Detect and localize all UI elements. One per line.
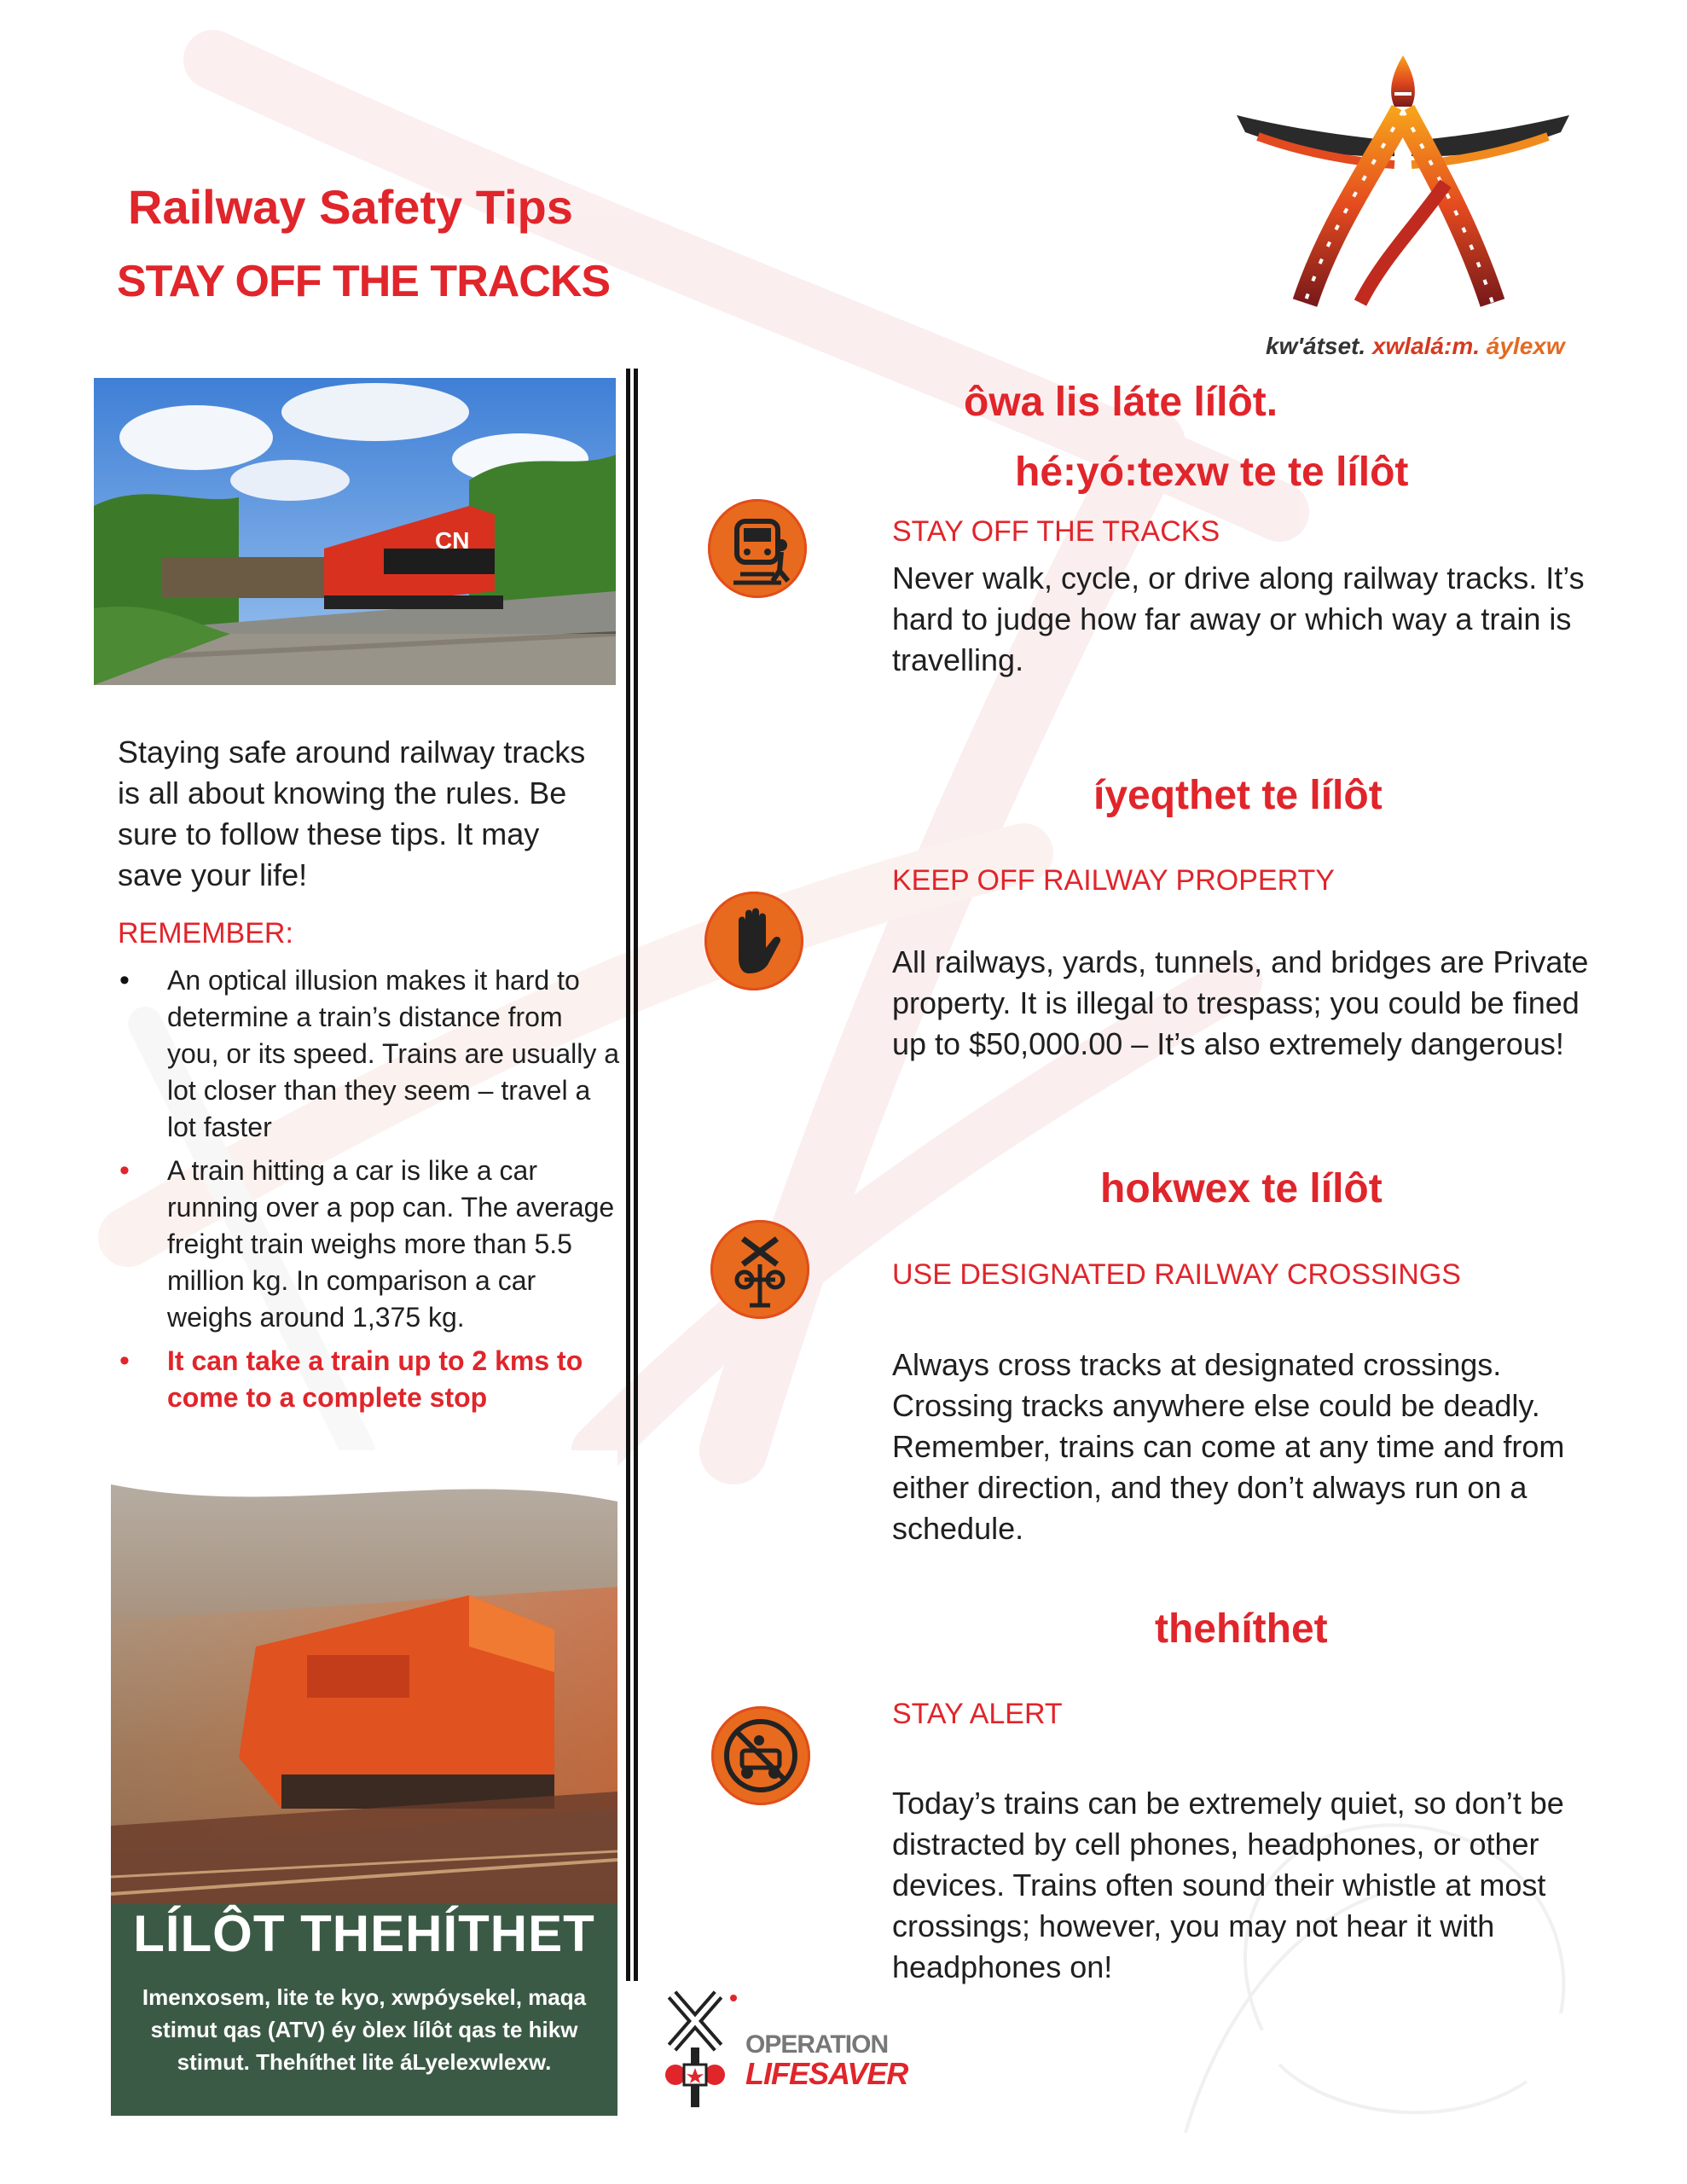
section-3-heading: hokwex te lílôt bbox=[1100, 1166, 1383, 1211]
railway-crossing-icon bbox=[710, 1220, 809, 1319]
page-subtitle: STAY OFF THE TRACKS bbox=[117, 257, 611, 306]
logo-caption-part-2: xwlalá:m. bbox=[1371, 333, 1480, 359]
bullet-icon: • bbox=[119, 1345, 130, 1377]
logo-caption-part-1: kw'átset. bbox=[1266, 333, 1366, 359]
intro-paragraph: Staying safe around railway tracks is all about knowing the rules. Be sure to follow these tips. It may save your life! bbox=[118, 735, 586, 892]
logo-line-operation: OPERATION bbox=[745, 2030, 889, 2059]
bullet-text: An optical illusion makes it hard to determine a train’s distance from you, or its speed. Trains are usually a lot closer than they seem – travel a lot faster bbox=[167, 965, 620, 1142]
section-4-heading: thehíthet bbox=[1155, 1606, 1328, 1652]
person-on-tracks-icon bbox=[708, 499, 807, 598]
section-2-subheading: KEEP OFF RAILWAY PROPERTY bbox=[892, 864, 1335, 897]
section-2-heading: íyeqthet te lílôt bbox=[1093, 773, 1383, 818]
bullet-icon: • bbox=[119, 964, 130, 996]
bullet-text: A train hitting a car is like a car running over a pop can. The average freight train weighs more than 5.5 million kg. In comparison a car weighs around 1,375 kg. bbox=[167, 1155, 615, 1333]
section-3-body: Always cross tracks at designated crossings. Crossing tracks anywhere else could be deadly. Remember, trains can come at any time and from either direction, and they don’t always run on a schedule. bbox=[892, 1347, 1565, 1546]
section-4-body: Today’s trains can be extremely quiet, so don’t be distracted by cell phones, headphones, or other devices. Trains often sound their whistle at most crossings; however, you may not hear it with headphones on! bbox=[892, 1786, 1564, 1984]
crossbuck-icon bbox=[657, 1979, 751, 2116]
right-heading-top: ôwa lis láte lílôt. bbox=[964, 380, 1278, 425]
logo-caption-part-3: áylexw bbox=[1486, 333, 1565, 359]
bullet-text: It can take a train up to 2 kms to come to a complete stop bbox=[167, 1345, 583, 1413]
stop-hand-icon bbox=[704, 892, 803, 990]
section-1-heading: hé:yó:texw te te lílôt bbox=[1015, 450, 1409, 495]
safety-bullet-list bbox=[118, 962, 621, 1423]
section-3-subheading: USE DESIGNATED RAILWAY CROSSINGS bbox=[892, 1258, 1461, 1291]
list-item bbox=[118, 1343, 621, 1416]
svg-text:CN: CN bbox=[435, 527, 470, 554]
section-1-subheading: STAY OFF THE TRACKS bbox=[892, 515, 1220, 548]
logo-line-lifesaver: LIFESAVER bbox=[745, 2056, 908, 2091]
promo-banner bbox=[111, 1904, 617, 2116]
train-photo bbox=[94, 378, 616, 685]
promo-text: Imenxosem, lite te kyo, xwpóysekel, maqa stimut qas (ATV) éy òlex lílôt qas te hikw stimut. Thehíthet lite áLyelexwlexw. bbox=[142, 1984, 587, 2075]
thunderbird-rail-logo-icon bbox=[1220, 47, 1595, 337]
remember-label: REMEMBER: bbox=[118, 917, 293, 950]
operation-lifesaver-logo bbox=[657, 1979, 908, 2116]
list-item bbox=[118, 962, 621, 1146]
bullet-icon: • bbox=[119, 1154, 130, 1187]
no-atv-icon bbox=[711, 1706, 810, 1805]
section-4-subheading: STAY ALERT bbox=[892, 1698, 1063, 1730]
list-item bbox=[118, 1153, 621, 1336]
page-title: Railway Safety Tips bbox=[128, 180, 573, 234]
divider-line-left bbox=[626, 369, 630, 1981]
logo-caption bbox=[1266, 333, 1565, 360]
promo-panel bbox=[111, 1450, 617, 2116]
section-1-body: Never walk, cycle, or drive along railway tracks. It’s hard to judge how far away or which way a train is travelling. bbox=[892, 561, 1585, 677]
section-2-body: All railways, yards, tunnels, and bridges are Private property. It is illegal to trespass; you could be fined up to $50,000.00 – It’s also extremely dangerous! bbox=[892, 944, 1589, 1061]
divider-line-right bbox=[634, 369, 638, 1981]
promo-title: LÍLÔT THEHÍTHET bbox=[133, 1905, 595, 1962]
